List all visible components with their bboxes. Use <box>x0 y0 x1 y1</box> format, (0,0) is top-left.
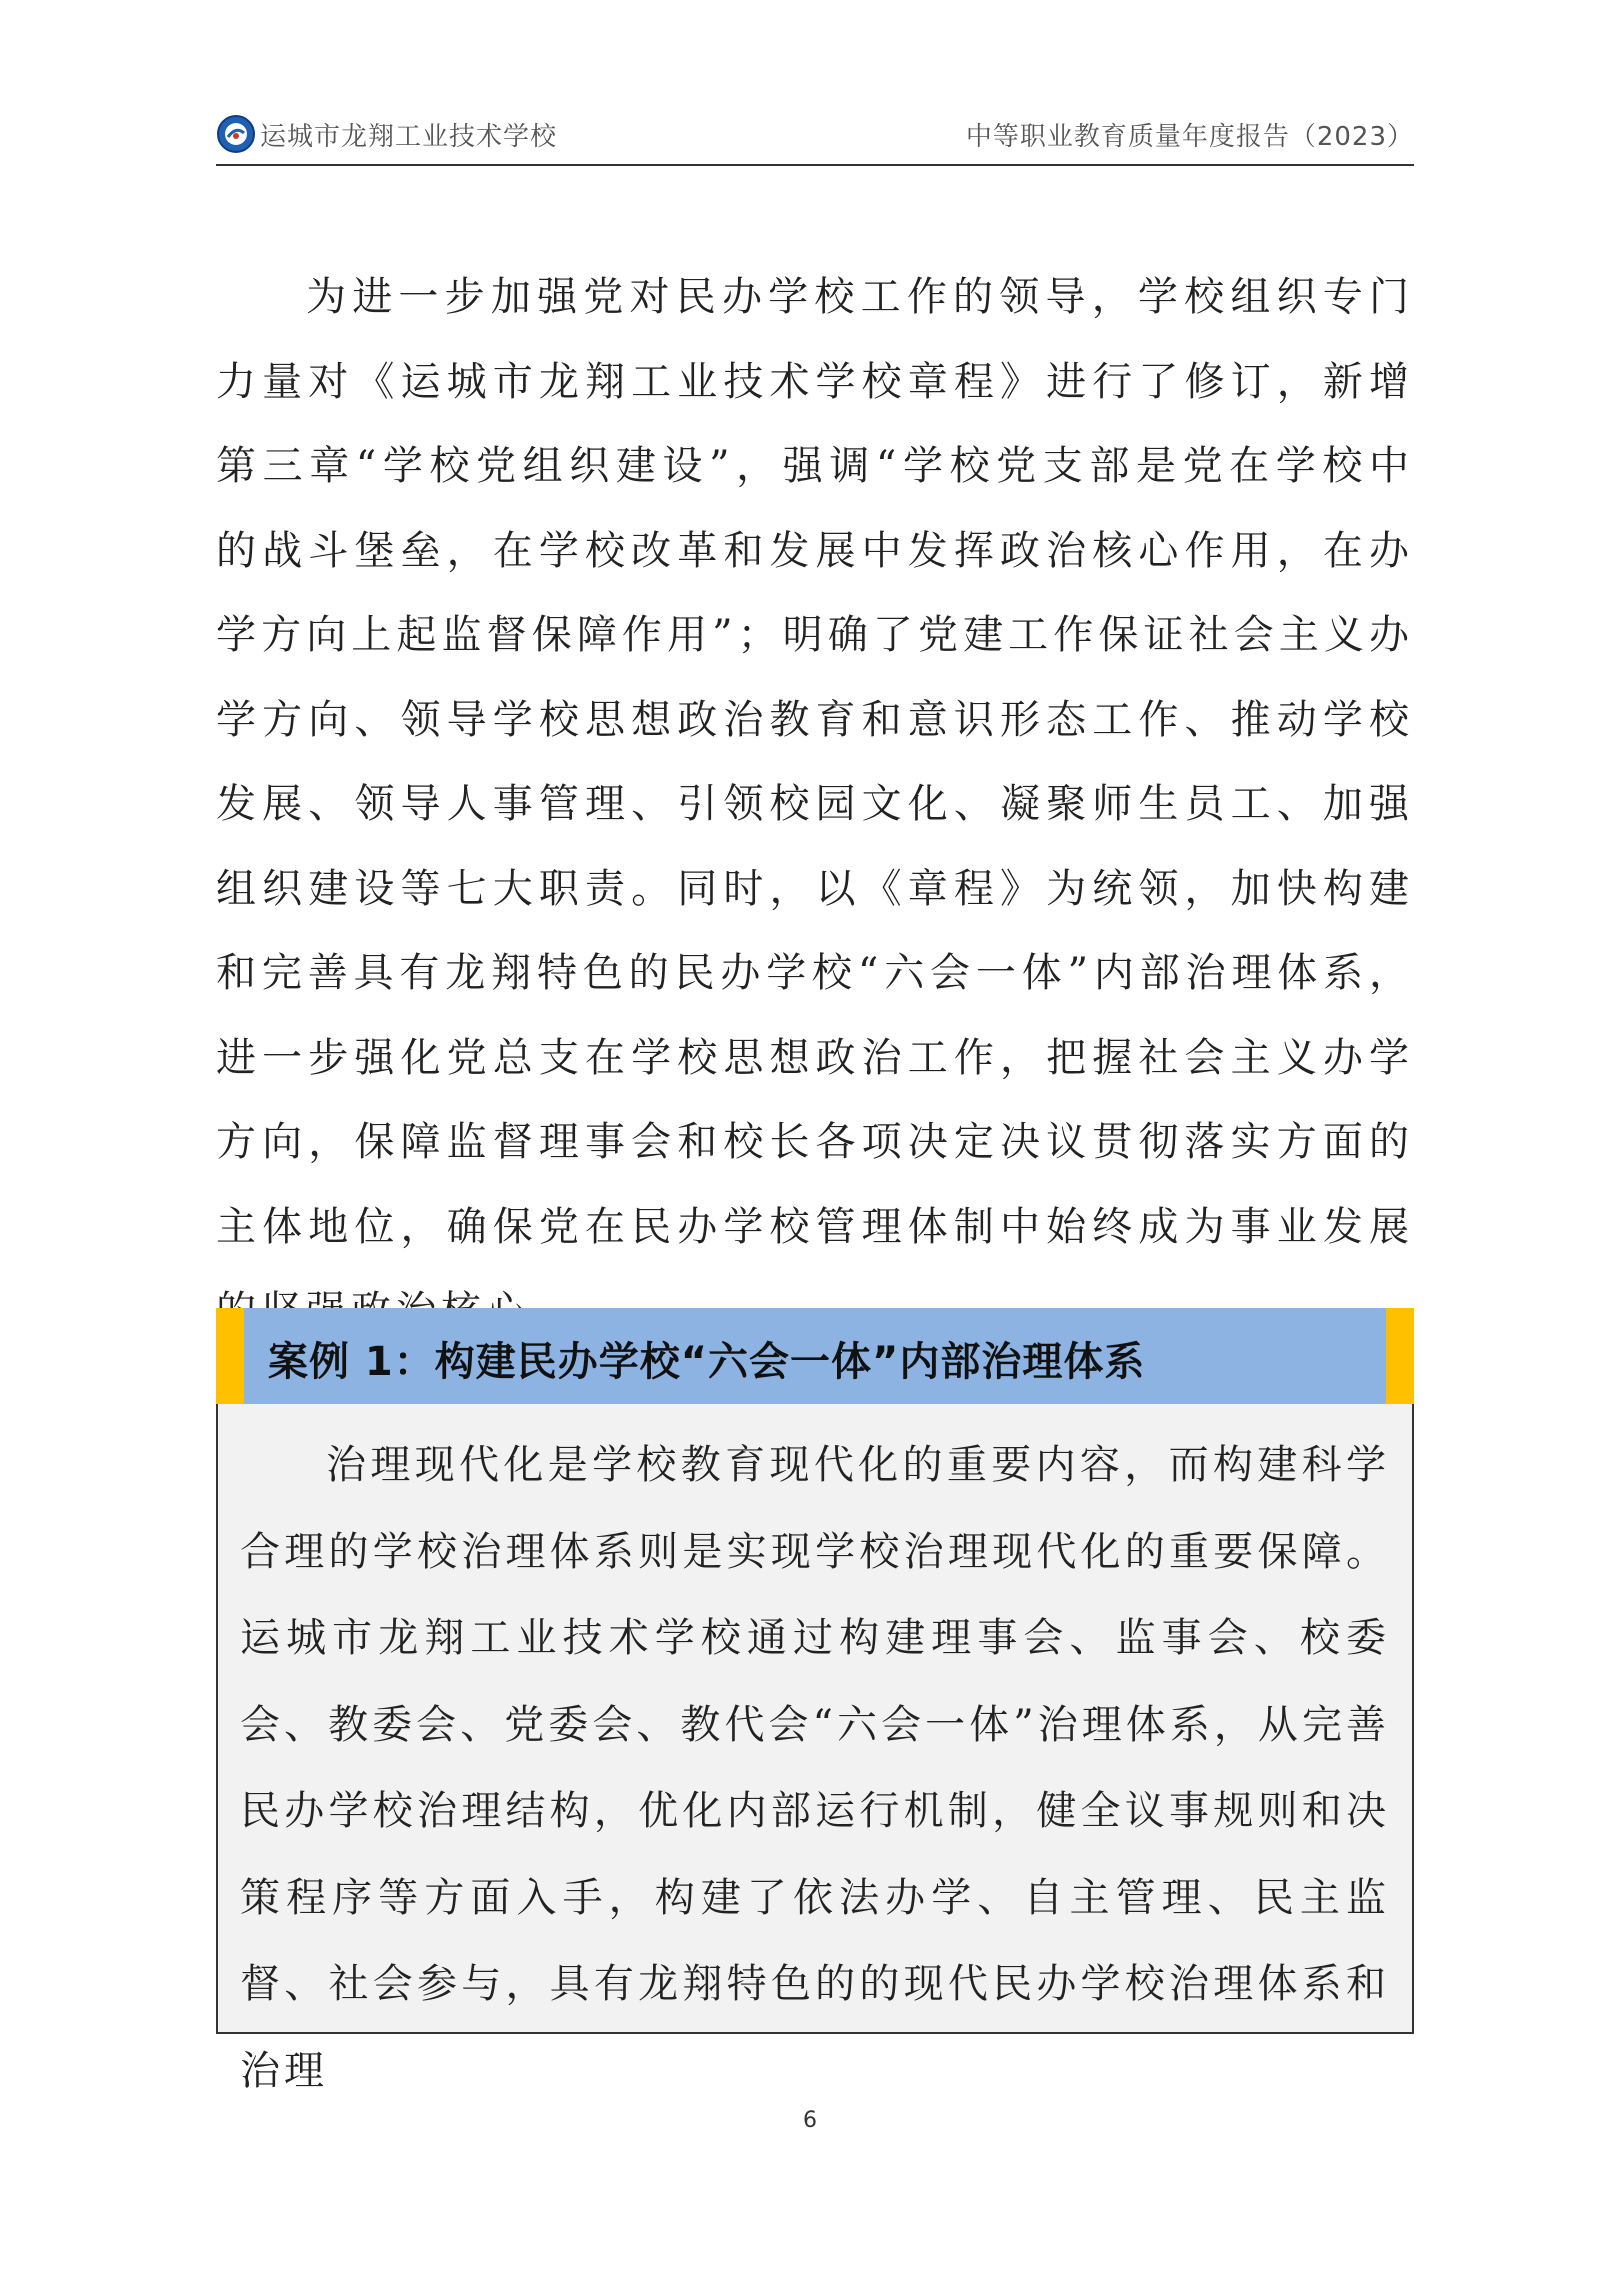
case-box <box>216 1308 1414 2094</box>
case-title: 案例 1：构建民办学校“六会一体”内部治理体系 <box>268 1339 1146 1385</box>
school-emblem-icon <box>216 114 256 154</box>
school-name: 运城市龙翔工业技术学校 <box>260 122 558 152</box>
case-header <box>216 1308 1414 1404</box>
page-header <box>216 108 1414 166</box>
case-text: 治理现代化是学校教育现代化的重要内容，而构建科学合理的学校治理体系则是实现学校治理现代化的重要保障。运城市龙翔工业技术学校通过构建理事会、监事会、校委会、教委会、党委会、教代会“六会一体”治理体系，从完善民办学校治理结构，优化内部运行机制，健全议事规则和决策程序等方面入手，构建了依法办学、自主管理、民主监督、社会参与，具有龙翔特色的的现代民办学校治理体系和治理 <box>240 1442 1390 2094</box>
page-number: 6 <box>803 2108 817 2133</box>
body-paragraph: 为进一步加强党对民办学校工作的领导，学校组织专门力量对《运城市龙翔工业技术学校章程》进行了修订，新增第三章“学校党组织建设”，强调“学校党支部是党在学校中的战斗堡垒，在学校改革和发展中发挥政治核心作用，在办学方向上起监督保障作用”；明确了党建工作保证社会主义办学方向、领导学校思想政治教育和意识形态工作、推动学校发展、领导人事管理、引领校园文化、凝聚师生员工、加强组织建设等七大职责。同时，以《章程》为统领，加快构建和完善具有龙翔特色的民办学校“六会一体”内部治理体系，进一步强化党总支在学校思想政治工作，把握社会主义办学方向，保障监督理事会和校长各项决定决议贯彻落实方面的主体地位，确保党在民办学校管理体制中始终成为事业发展 <box>216 274 1414 1250</box>
report-title: 中等职业教育质量年度报告（2023） <box>965 122 1414 152</box>
